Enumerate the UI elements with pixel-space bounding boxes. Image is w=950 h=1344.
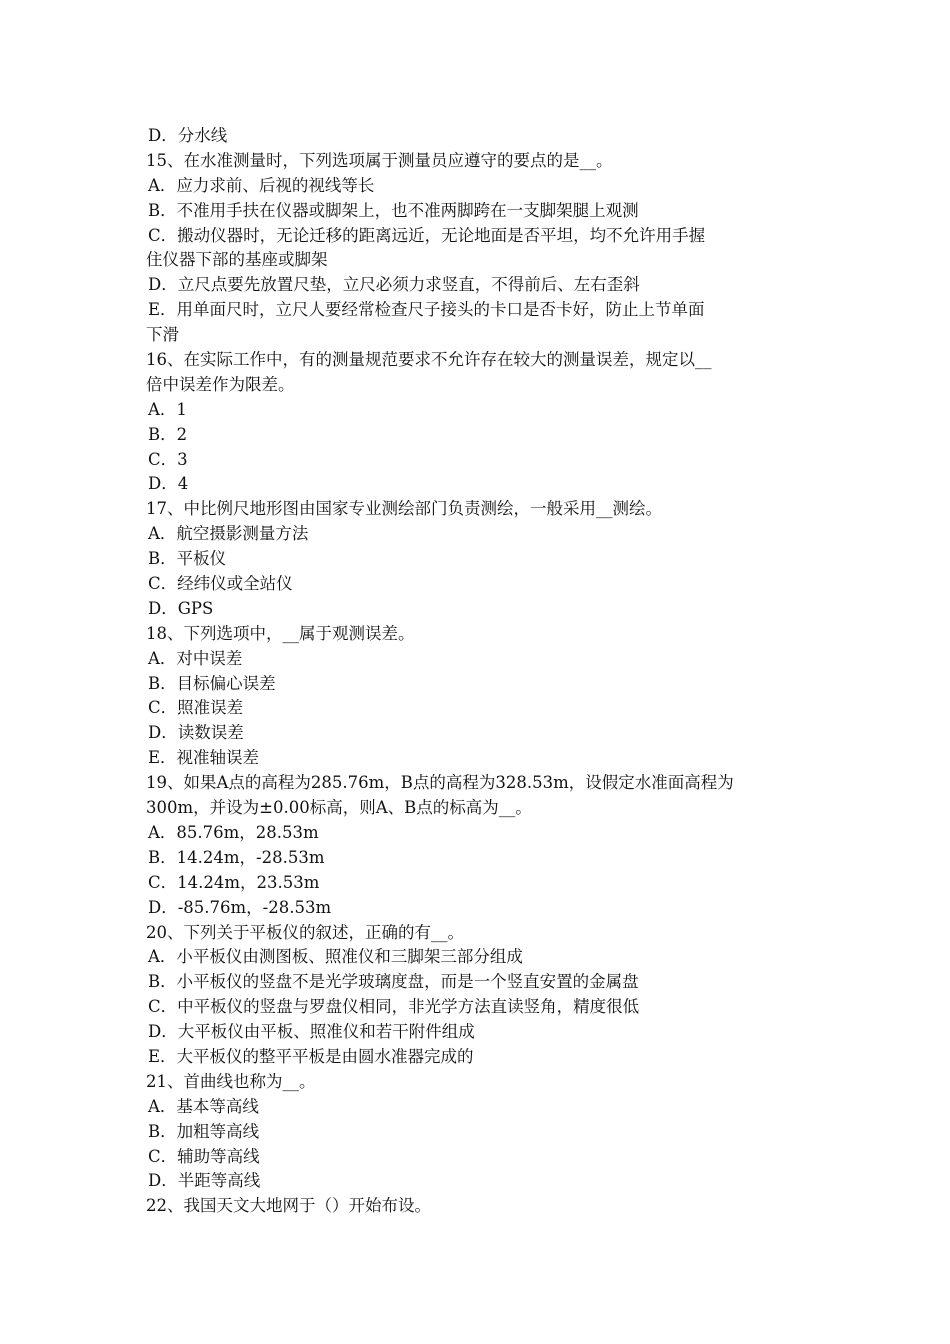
option-line: C．照准误差 xyxy=(148,698,244,718)
option-line: D．读数误差 xyxy=(148,723,244,743)
option-line: C．中平板仪的竖盘与罗盘仪相同，非光学方法直读竖角，精度很低 xyxy=(148,997,640,1017)
option-line: D．GPS xyxy=(148,598,214,618)
option-line: D．立尺点要先放置尺垫，立尺必须力求竖直，不得前后、左右歪斜 xyxy=(148,275,640,295)
option-line: E．大平板仪的整平平板是由圆水准器完成的 xyxy=(148,1046,474,1066)
option-line: A．1 xyxy=(148,399,187,419)
question-line: 19、如果A点的高程为285.76m，B点的高程为328.53m，设假定水准面高程为 xyxy=(146,773,734,793)
question-line: 21、首曲线也称为__。 xyxy=(146,1071,316,1091)
option-line: C．搬动仪器时，无论迁移的距离远近，无论地面是否平坦，均不允许用手握 xyxy=(148,225,706,245)
question-line: 22、我国天文大地网于（）开始布设。 xyxy=(146,1196,431,1216)
option-line: C．经纬仪或全站仪 xyxy=(148,574,293,594)
option-line: B．14.24m，-28.53m xyxy=(148,847,325,867)
option-line: C．辅助等高线 xyxy=(148,1146,260,1166)
document-page xyxy=(146,124,814,1219)
option-line: B．平板仪 xyxy=(148,549,227,569)
option-line: D．大平板仪由平板、照准仪和若干附件组成 xyxy=(148,1022,475,1042)
option-line: A．小平板仪由测图板、照准仪和三脚架三部分组成 xyxy=(148,947,523,967)
option-line: E．视准轴误差 xyxy=(148,748,260,768)
continuation-line: 倍中误差作为限差。 xyxy=(146,374,295,394)
option-line: B．不准用手扶在仪器或脚架上，也不准两脚跨在一支脚架腿上观测 xyxy=(148,200,639,220)
continuation-line: 300m，并设为±0.00标高，则A、B点的标高为__。 xyxy=(146,798,532,818)
option-line: A．对中误差 xyxy=(148,648,243,668)
question-line: 18、下列选项中，__属于观测误差。 xyxy=(146,623,415,643)
option-line: B．加粗等高线 xyxy=(148,1121,260,1141)
option-line: C．3 xyxy=(148,449,188,469)
option-line: B．2 xyxy=(148,424,188,444)
option-line: A．85.76m，28.53m xyxy=(148,822,319,842)
continuation-line: 下滑 xyxy=(146,325,179,345)
continuation-line: 住仪器下部的基座或脚架 xyxy=(146,250,328,270)
option-line: A．航空摄影测量方法 xyxy=(148,524,309,544)
option-line: A．应力求前、后视的视线等长 xyxy=(148,175,375,195)
question-line: 16、在实际工作中，有的测量规范要求不允许存在较大的测量误差，规定以__ xyxy=(146,350,712,370)
option-line: D．分水线 xyxy=(148,126,228,145)
option-line: D．-85.76m，-28.53m xyxy=(148,897,332,917)
question-line: 17、中比例尺地形图由国家专业测绘部门负责测绘，一般采用__测绘。 xyxy=(146,499,662,519)
option-line: C．14.24m，23.53m xyxy=(148,872,320,892)
question-line: 20、下列关于平板仪的叙述，正确的有__。 xyxy=(146,922,464,942)
option-line: B．目标偏心误差 xyxy=(148,673,276,693)
option-line: B．小平板仪的竖盘不是光学玻璃度盘，而是一个竖直安置的金属盘 xyxy=(148,972,639,992)
option-line: D．半距等高线 xyxy=(148,1171,261,1191)
option-line: D．4 xyxy=(148,474,189,494)
option-line: A．基本等高线 xyxy=(148,1096,259,1116)
option-line: E．用单面尺时，立尺人要经常检查尺子接头的卡口是否卡好，防止上节单面 xyxy=(148,300,705,320)
question-line: 15、在水准测量时，下列选项属于测量员应遵守的要点的是__。 xyxy=(146,150,613,170)
